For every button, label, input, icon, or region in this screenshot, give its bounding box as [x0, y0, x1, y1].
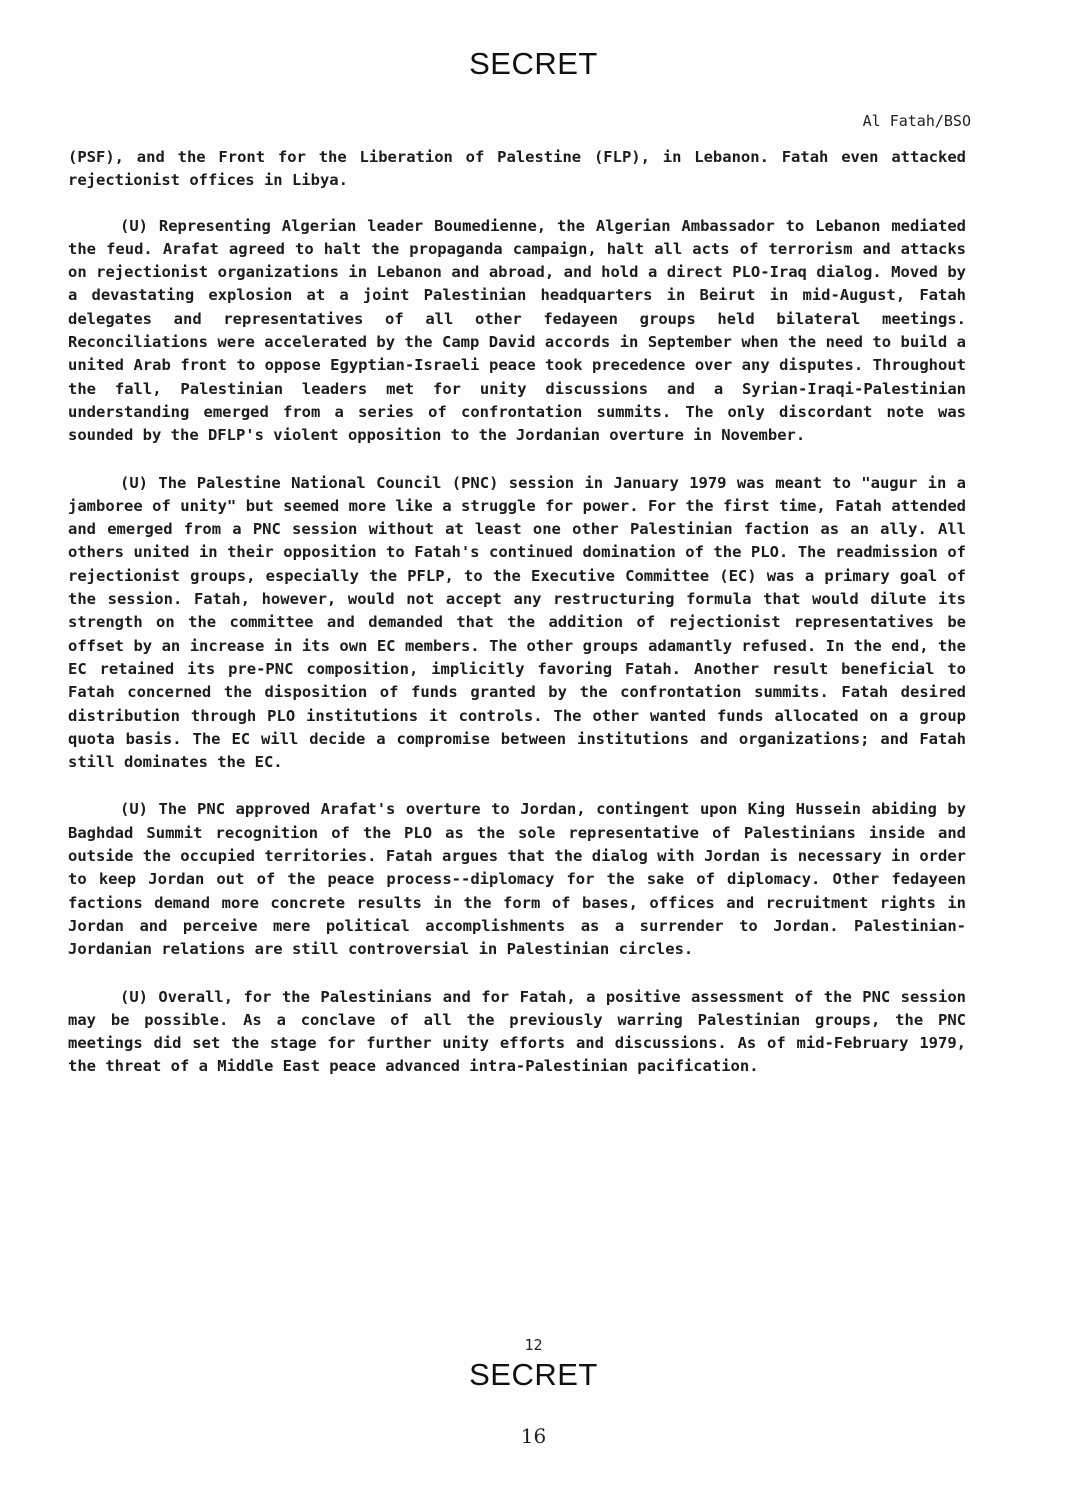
- classification-footer: SECRET: [469, 1357, 598, 1392]
- folio-number: 16: [520, 1424, 547, 1448]
- classification-header: SECRET: [469, 46, 598, 81]
- paragraph-pnc-session: (U) The Palestine National Council (PNC) session in January 1979 was meant to "augur in a jamboree of unity" but seemed more like a struggle for power. For the first time, Fatah attended and emerged from a PNC session without at least one other Palestinian faction as an ally. All others united in their opposition to Fatah's continued domination of the PLO. The readmission of rejectionist groups, especially the PFLP, to the Executive Committee (EC) was a primary goal of the session. Fatah, however, would not accept any restructuring formula that would dilute its strength on the committee and demanded that the addition of rejectionist representatives be offset by an increase in its own EC members. The other groups adamantly refused. In the end, the EC retained its pre-PNC composition, implicitly favoring Fatah. Another result beneficial to Fatah concerned the disposition of funds granted by the confrontation summits. Fatah desired distribution through PLO institutions it controls. The other wanted funds allocated on a group quota basis. The EC will decide a compromise between institutions and organizations; and Fatah still dominates the EC.: [68, 473, 966, 772]
- document-body: [68, 146, 966, 1103]
- paragraph-continuation: (PSF), and the Front for the Liberation of Palestine (FLP), in Lebanon. Fatah even attacked rejectionist offices in Libya.: [68, 148, 966, 190]
- paragraph-overall-assessment: (U) Overall, for the Palestinians and for Fatah, a positive assessment of the PNC session may be possible. As a conclave of all the previously warring Palestinian groups, the PNC meetings did set the stage for further unity efforts and discussions. As of mid-February 1979, the threat of a Middle East peace advanced intra-Palestinian pacification.: [68, 987, 966, 1076]
- paragraph-jordan-overture: (U) The PNC approved Arafat's overture to Jordan, contingent upon King Hussein abiding by Baghdad Summit recognition of the PLO as the sole representative of Palestinians inside and outside the occupied territories. Fatah argues that the dialog with Jordan is necessary in order to keep Jordan out of the peace process--diplomacy for the sake of diplomacy. Other fedayeen factions demand more concrete results in the form of bases, offices and recruitment rights in Jordan and perceive mere political accomplishments as a surrender to Jordan. Palestinian-Jordanian relations are still controversial in Palestinian circles.: [68, 800, 966, 959]
- paragraph-algerian-mediation: (U) Representing Algerian leader Boumedienne, the Algerian Ambassador to Lebanon mediated the feud. Arafat agreed to halt the propaganda campaign, halt all acts of terrorism and attacks on rejectionist organizations in Lebanon and abroad, and hold a direct PLO-Iraq dialog. Moved by a devastating explosion at a joint Palestinian headquarters in Beirut in mid-August, Fatah delegates and representatives of all other fedayeen groups held bilateral meetings. Reconciliations were accelerated by the Camp David accords in September when the need to build a united Arab front to oppose Egyptian-Israeli peace took precedence over any disputes. Throughout the fall, Palestinian leaders met for unity discussions and a Syrian-Iraqi-Palestinian understanding emerged from a series of confrontation summits. The only discordant note was sounded by the DFLP's violent opposition to the Jordanian overture in November.: [68, 216, 966, 445]
- page-number: 12: [524, 1336, 543, 1354]
- document-reference: Al Fatah/BSO: [862, 112, 971, 130]
